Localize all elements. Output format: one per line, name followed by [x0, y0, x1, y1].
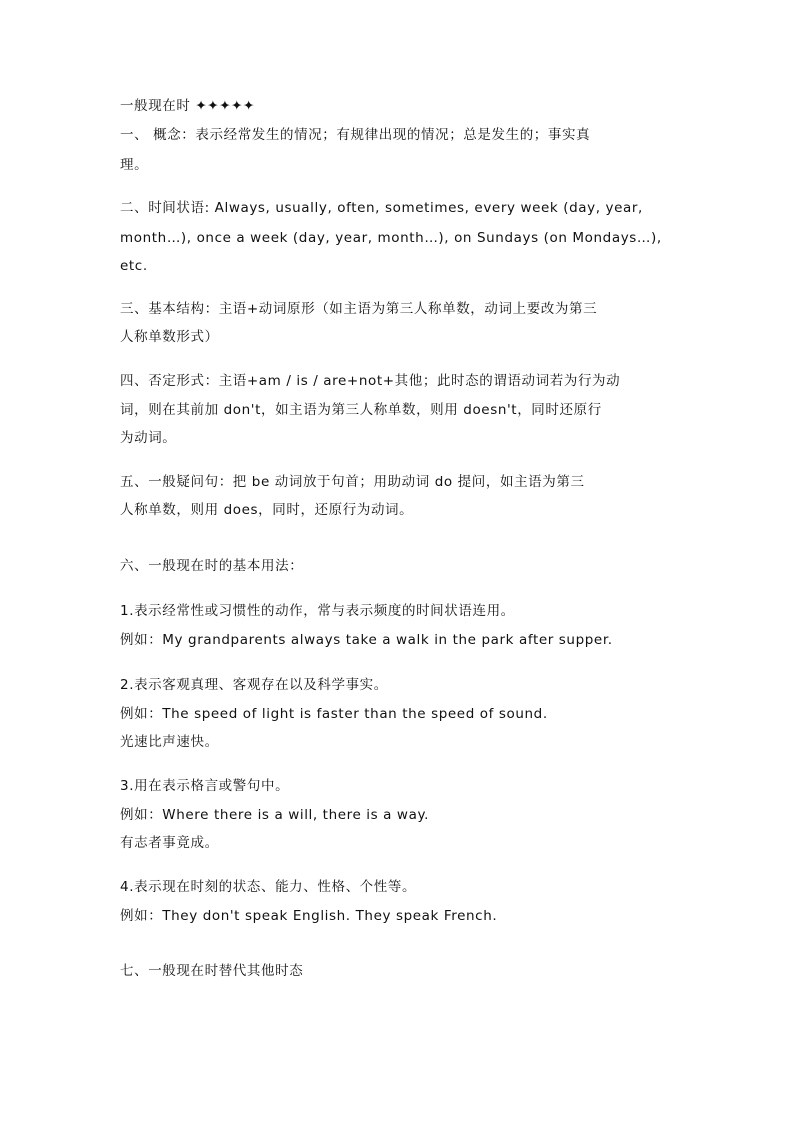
structure-line-1: 三、基本结构：主语+动词原形（如主语为第三人称单数，动词上要改为第三 [120, 301, 598, 317]
usage-1-point: 1.表示经常性或习惯性的动作，常与表示频度的时间状语连用。 [120, 603, 515, 619]
negative-line-2: 词，则在其前加 don't，如主语为第三人称单数，则用 doesn't，同时还原行 [120, 402, 602, 418]
negative-line-1: 四、否定形式：主语+am / is / are+not+其他；此时态的谓语动词若为行为动 [120, 373, 621, 389]
concept-line-2: 理。 [120, 157, 149, 173]
usage-2-point: 2.表示客观真理、客观存在以及科学事实。 [120, 677, 388, 693]
usage-4-point: 4.表示现在时刻的状态、能力、性格、个性等。 [120, 879, 417, 895]
usage-3-example: 例如：Where there is a will, there is a way. [120, 807, 429, 823]
usage-2-translation: 光速比声速快。 [120, 734, 219, 750]
question-line-1: 五、一般疑问句：把 be 动词放于句首；用助动词 do 提问，如主语为第三 [120, 474, 585, 490]
question-line-2: 人称单数，则用 does，同时，还原行为动词。 [120, 502, 414, 518]
replacement-heading: 七、一般现在时替代其他时态 [120, 963, 304, 979]
structure-line-2: 人称单数形式） [120, 329, 219, 345]
doc-title: 一般现在时 ✦✦✦✦✦ [120, 98, 255, 114]
usage-1-example: 例如：My grandparents always take a walk in the park after supper. [120, 632, 613, 648]
concept-line-1: 一、 概念：表示经常发生的情况；有规律出现的情况；总是发生的；事实真 [120, 127, 591, 143]
negative-line-3: 为动词。 [120, 430, 177, 446]
time-adverbial-line-3: etc. [120, 258, 148, 274]
usage-3-translation: 有志者事竟成。 [120, 835, 219, 851]
time-adverbial-line-2: month…), once a week (day, year, month…), on Sundays (on Mondays…), [120, 230, 662, 246]
usage-3-point: 3.用在表示格言或警句中。 [120, 778, 290, 794]
usage-heading: 六、一般现在时的基本用法： [120, 558, 304, 574]
time-adverbial-line-1: 二、时间状语: Always, usually, often, sometimes, every week (day, year, [120, 200, 643, 216]
usage-4-example: 例如：They don't speak English. They speak French. [120, 908, 498, 924]
usage-2-example: 例如：The speed of light is faster than the speed of sound. [120, 706, 548, 722]
